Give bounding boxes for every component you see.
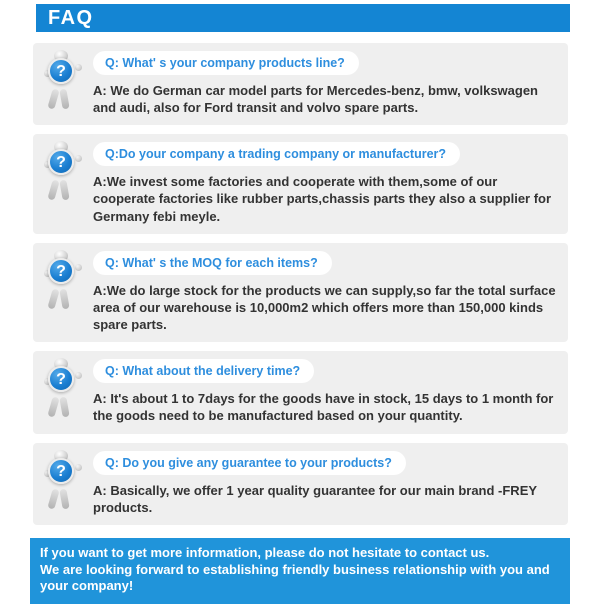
faq-content xyxy=(88,358,558,424)
person-leg xyxy=(47,488,59,509)
person-leg xyxy=(59,180,69,201)
faq-answer: A:We invest some factories and cooperate with them,some of our cooperate factories like rubber parts,chassis parts they also a supplier for Germany febi meyle. xyxy=(93,174,552,224)
question-person-icon xyxy=(42,450,88,514)
faq-item-2 xyxy=(33,134,568,233)
faq-section-title: FAQ xyxy=(36,4,570,32)
faq-question: Q:Do your company a trading company or manufacturer? xyxy=(93,142,460,166)
person-leg xyxy=(59,89,69,110)
faq-list xyxy=(0,43,600,525)
person-hand xyxy=(75,264,82,271)
person-leg xyxy=(59,488,69,509)
question-mark-badge-icon: ? xyxy=(48,58,74,84)
question-mark-badge-icon: ? xyxy=(48,258,74,284)
person-hand xyxy=(75,372,82,379)
faq-item-5 xyxy=(33,443,568,525)
person-leg xyxy=(47,397,59,418)
faq-item-4 xyxy=(33,351,568,433)
faq-answer: A: We do German car model parts for Mercedes-benz, bmw, volkswagen and audi, also for Ford transit and volvo spare parts. xyxy=(93,83,539,116)
faq-question: Q: What' s your company products line? xyxy=(93,51,359,75)
person-leg xyxy=(47,180,59,201)
contact-banner xyxy=(30,538,570,604)
question-person-icon xyxy=(42,250,88,314)
person-leg xyxy=(47,88,59,109)
faq-content xyxy=(88,141,558,224)
question-mark-badge-icon: ? xyxy=(48,458,74,484)
faq-answer: A:We do large stock for the products we can supply,so far the total surface area of our warehouse is 10,000m2 which offers more than 150,000 kinds spare parts. xyxy=(93,282,556,333)
question-person-icon xyxy=(42,141,88,205)
person-hand xyxy=(75,464,82,471)
person-hand xyxy=(75,64,82,71)
faq-content xyxy=(88,450,558,516)
person-leg xyxy=(47,288,59,309)
faq-item-3 xyxy=(33,243,568,342)
faq-question: Q: Do you give any guarantee to your products? xyxy=(93,451,406,475)
person-hand xyxy=(75,155,82,162)
contact-banner-line-1: If you want to get more information, please do not hesitate to contact us. xyxy=(40,544,490,560)
faq-content xyxy=(88,50,558,116)
faq-question: Q: What' s the MOQ for each items? xyxy=(93,251,332,275)
faq-question: Q: What about the delivery time? xyxy=(93,359,314,383)
faq-item-1 xyxy=(33,43,568,125)
question-person-icon xyxy=(42,50,88,114)
person-leg xyxy=(59,288,69,309)
question-mark-badge-icon: ? xyxy=(48,366,74,392)
person-leg xyxy=(59,397,69,418)
question-person-icon xyxy=(42,358,88,422)
faq-answer: A: Basically, we offer 1 year quality guarantee for our main brand -FREY products. xyxy=(93,482,537,515)
question-mark-badge-icon: ? xyxy=(48,149,74,175)
faq-content xyxy=(88,250,558,333)
contact-banner-line-2: We are looking forward to establishing friendly business relationship with you and your company! xyxy=(40,561,550,594)
faq-answer: A: It's about 1 to 7days for the goods have in stock, 15 days to 1 month for the goods need to be manufactured based on your quantity. xyxy=(93,391,554,424)
